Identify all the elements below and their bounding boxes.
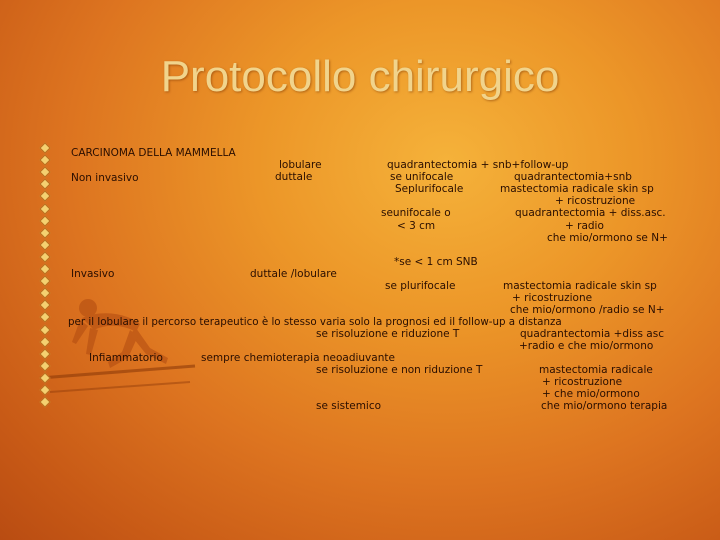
row-mast-radicale: mastectomia radicale bbox=[539, 364, 653, 376]
row-se-risoluzione: se risoluzione e riduzione T bbox=[316, 328, 460, 340]
row-lt-3cm: < 3 cm bbox=[397, 220, 436, 232]
bullet-marker bbox=[39, 203, 50, 214]
row-se-plurifocale: se plurifocale bbox=[385, 280, 456, 292]
slide-title: Protocollo chirurgico bbox=[160, 52, 560, 101]
bullet-marker bbox=[39, 251, 50, 262]
bullet-marker bbox=[39, 154, 50, 165]
row-che-mio-ormono: + che mio/ormono bbox=[542, 388, 640, 400]
bullet-marker bbox=[39, 239, 50, 250]
row-infiammatorio: Infiammatorio bbox=[89, 352, 163, 364]
row-invasivo: Invasivo bbox=[71, 268, 115, 280]
row-quad-diss-asc: quadrantectomia +diss asc bbox=[520, 328, 664, 340]
row-ricostruzione-1: + ricostruzione bbox=[555, 195, 636, 207]
row-seunifocale-o: seunifocale o bbox=[381, 207, 451, 219]
row-non-invasivo: Non invasivo bbox=[71, 172, 139, 184]
bullet-marker bbox=[39, 191, 50, 202]
bullet-marker bbox=[39, 227, 50, 238]
row-mio-terapia: che mio/ormono terapia bbox=[541, 400, 668, 412]
bullet-marker bbox=[39, 179, 50, 190]
row-chemio: sempre chemioterapia neoadiuvante bbox=[201, 352, 395, 364]
row-quad-snb-follow: quadrantectomia + snb+follow-up bbox=[387, 159, 569, 171]
row-lobulare: lobulare bbox=[279, 159, 322, 171]
row-radio: + radio bbox=[565, 220, 604, 232]
row-mast-rad-skin-2: mastectomia radicale skin sp bbox=[503, 280, 657, 292]
row-se-unifocale: se unifocale bbox=[390, 171, 454, 183]
row-ricostruzione-2: + ricostruzione bbox=[512, 292, 593, 304]
row-ricostruzione-3: + ricostruzione bbox=[542, 376, 623, 388]
starting-line bbox=[40, 366, 195, 378]
row-mast-rad-skin: mastectomia radicale skin sp bbox=[500, 183, 654, 195]
row-se-non-riduzione: se risoluzione e non riduzione T bbox=[316, 364, 483, 376]
row-quad-diss: quadrantectomia + diss.asc. bbox=[515, 207, 666, 219]
row-duttale: duttale bbox=[275, 171, 313, 183]
row-carcinoma: CARCINOMA DELLA MAMMELLA bbox=[71, 147, 236, 159]
row-se-lt-1cm: *se < 1 cm SNB bbox=[394, 256, 478, 268]
bullet-marker bbox=[39, 142, 50, 153]
row-mio-ormono-radio: che mio/ormono /radio se N+ bbox=[510, 304, 665, 316]
runner-silhouette-image bbox=[30, 270, 200, 400]
row-se-sistemico: se sistemico bbox=[316, 400, 382, 412]
row-seplurifocale: Seplurifocale bbox=[395, 183, 464, 195]
row-quad-snb: quadrantectomia+snb bbox=[514, 171, 632, 183]
bullet-marker bbox=[39, 215, 50, 226]
bullet-marker bbox=[39, 167, 50, 178]
row-lobulare-note: per il lobulare il percorso terapeutico è lo stesso varia solo la prognosi ed il follow-up a distanza bbox=[68, 316, 562, 328]
row-duttale-lobulare: duttale /lobulare bbox=[250, 268, 337, 280]
row-mio-ormono-n: che mio/ormono se N+ bbox=[547, 232, 668, 244]
row-radio-mio: +radio e che mio/ormono bbox=[519, 340, 654, 352]
